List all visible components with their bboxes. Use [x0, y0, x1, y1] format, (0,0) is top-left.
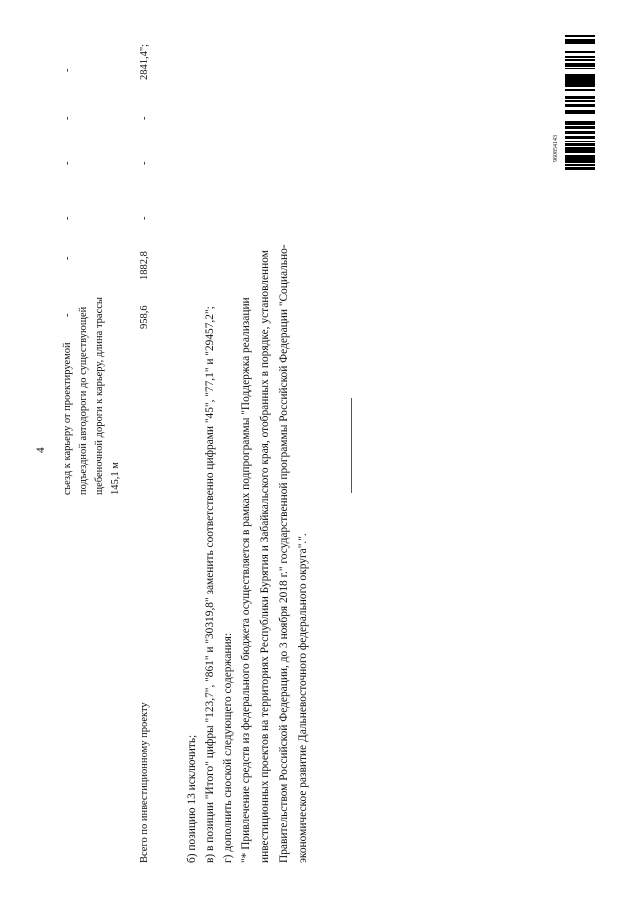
barcode-bar — [565, 84, 595, 85]
row-value-cell: - — [62, 161, 73, 165]
barcode-bar — [565, 127, 595, 129]
barcode-bar — [565, 123, 595, 124]
barcode-bar — [565, 145, 595, 146]
closing-divider — [351, 398, 352, 493]
barcode-bar — [565, 90, 595, 91]
total-label: Всего по инвестиционному проекту — [139, 702, 150, 863]
footnote-line: инвестиционных проектов на территориях Республики Бурятия и Забайкальского края, отобранных в порядке, установленном — [259, 250, 271, 863]
total-value-cell: 1882,8 — [139, 251, 150, 280]
barcode-bar — [565, 78, 595, 79]
barcode-bar — [565, 132, 595, 133]
barcode-bar — [565, 111, 595, 112]
barcode-bar — [565, 160, 595, 161]
barcode-number: 960854143 — [553, 135, 559, 162]
barcode-bar — [565, 66, 595, 67]
footnote-line: "* Привлечение средств из федерального бюджета осуществляется в рамках подпрограммы "Поддержка реализации — [240, 297, 252, 863]
amendment-item-v: в) в позиции "Итого" цифры "123,7", "861" и "30319,8" заменить соответственно цифрами "45", "77,1" и "29457,2"; — [204, 306, 216, 863]
barcode-bar — [565, 158, 595, 160]
barcode-bar — [565, 149, 595, 150]
barcode-bar — [565, 143, 595, 145]
barcode-bar — [565, 169, 595, 170]
barcode-bar — [565, 97, 595, 99]
row-value-cell: - — [62, 116, 73, 120]
footnote-line: Правительством Российской Федерации, до 3 ноября 2018 г." государственной программы Российской Федерации "Социально- — [278, 244, 290, 863]
barcode-bar — [565, 85, 595, 87]
row-description-line: щебеночной дороги к карьеру, длина трассы — [94, 297, 105, 495]
barcode-bar — [565, 141, 595, 142]
total-value-cell: 2841,4"; — [139, 43, 150, 80]
barcode-bar — [565, 161, 595, 163]
barcode-bar — [565, 79, 595, 81]
barcode-bar — [565, 74, 595, 75]
barcode-bar — [565, 164, 595, 166]
amendment-item-g: г) дополнить сноской следующего содержания: — [222, 632, 234, 863]
barcode-bar — [565, 39, 595, 41]
barcode-bar — [565, 51, 595, 53]
barcode-bar — [565, 138, 595, 139]
barcode — [553, 35, 600, 170]
footnote-line: экономическое развитие Дальневосточного федерального округа".". — [297, 533, 309, 863]
barcode-bar — [565, 96, 595, 97]
barcode-bar — [565, 152, 595, 153]
barcode-bar — [565, 133, 595, 134]
barcode-bar — [565, 167, 595, 168]
barcode-bar — [565, 168, 595, 169]
barcode-graphic — [565, 35, 595, 170]
barcode-bar — [565, 155, 595, 156]
barcode-bar — [565, 41, 595, 43]
barcode-bar — [565, 112, 595, 114]
row-value-cell: - — [62, 216, 73, 220]
barcode-bar — [565, 81, 595, 82]
barcode-bar — [565, 63, 595, 64]
barcode-bar — [565, 35, 595, 37]
barcode-bar — [565, 56, 595, 58]
barcode-bar — [565, 124, 595, 125]
barcode-bar — [565, 59, 595, 61]
row-value-cell: - — [62, 313, 73, 317]
barcode-bar — [565, 83, 595, 84]
row-description-line: 145,1 м — [110, 462, 121, 495]
total-value-cell: - — [139, 216, 150, 220]
barcode-bar — [565, 64, 595, 65]
barcode-bar — [565, 75, 595, 76]
row-value-cell: - — [62, 256, 73, 260]
total-value-cell: - — [139, 116, 150, 120]
barcode-bar — [565, 106, 595, 107]
barcode-bar — [565, 68, 595, 69]
barcode-bar — [565, 43, 595, 44]
barcode-bar — [565, 110, 595, 111]
barcode-bar — [565, 100, 595, 102]
barcode-bar — [565, 76, 595, 78]
amendment-item-b: б) позицию 13 исключить; — [186, 734, 198, 863]
total-value-cell: 958,6 — [139, 305, 150, 329]
barcode-bar — [565, 65, 595, 66]
barcode-bar — [565, 126, 595, 127]
barcode-bar — [565, 82, 595, 83]
barcode-bar — [565, 131, 595, 132]
barcode-bar — [565, 150, 595, 152]
barcode-bar — [565, 156, 595, 158]
total-value-cell: - — [139, 161, 150, 165]
row-description-line: подъездной автодороги до существующей — [78, 306, 89, 495]
row-value-cell: - — [62, 68, 73, 72]
barcode-bar — [565, 136, 595, 138]
row-description-line: съезд к карьеру от проектируемой — [62, 342, 73, 495]
barcode-bar — [565, 147, 595, 149]
barcode-bar — [565, 89, 595, 90]
page-number: 4 — [35, 447, 47, 453]
barcode-bar — [565, 121, 595, 123]
barcode-bar — [565, 104, 595, 106]
